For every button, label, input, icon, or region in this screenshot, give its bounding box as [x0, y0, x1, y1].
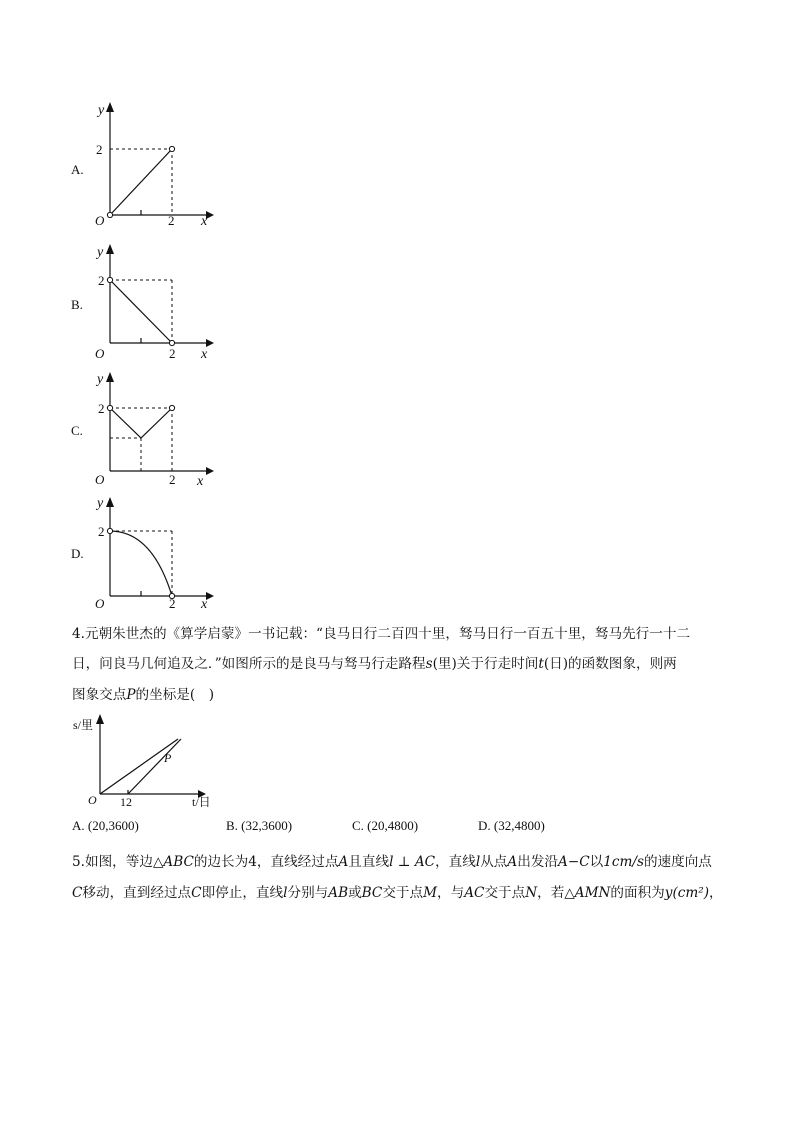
q5-l1-h: 以 [589, 854, 604, 870]
q4-line-1: 4.元朝朱世杰的《算学启蒙》一书记载：“良马日行二百四十里，驽马日行一百五十里，驽马先行一十二 [72, 626, 691, 642]
q5-l2-BC: BC [361, 885, 383, 901]
q5-l1-AC: A−C [558, 854, 590, 870]
option-d-y-label: y [97, 496, 104, 511]
q5-l2-C2: C [191, 885, 202, 901]
q4-var-p: P [126, 687, 136, 703]
q5-l1-a: 5.如图，等边 [72, 854, 153, 870]
q5-l2-g: 交于点 [484, 885, 526, 901]
q5-l2-h: ，若 [537, 885, 565, 901]
option-b-y-label: y [97, 245, 104, 260]
q4-choice-c[interactable]: C. (20,4800) [352, 818, 419, 833]
q4-var-t: t [538, 656, 544, 672]
option-b-x-tick: 2 [169, 346, 176, 361]
option-c-letter: C. [71, 423, 83, 438]
q5-l2-e: 交于点 [382, 885, 424, 901]
q5-l1-abc: △ABC [152, 854, 194, 870]
option-b-letter: B. [71, 297, 83, 312]
q5-l1-l: l [475, 854, 481, 870]
q5-l2-AB: AB [328, 885, 349, 901]
option-b-origin: O [95, 346, 105, 361]
option-c-graph [66, 366, 226, 491]
q5-l2-y: y(cm²) [664, 885, 710, 901]
q4-graph-y-label: s/里 [73, 718, 94, 732]
option-c-origin: O [95, 472, 105, 487]
q5-l2-AMN: △AMN [564, 885, 611, 901]
q5-l2-C: C [72, 885, 83, 901]
option-c-y-tick: 2 [98, 401, 105, 416]
q4-graph-x-tick: 12 [120, 795, 132, 809]
option-b-x-label: x [201, 347, 208, 362]
q5-l2-b: 即停止，直线 [201, 885, 284, 901]
q5-l2-N: N [525, 885, 538, 901]
option-d-y-tick: 2 [98, 524, 105, 539]
option-d-x-label: x [201, 597, 208, 612]
q5-l1-b: 的边长为 [193, 854, 249, 870]
option-a-origin: O [95, 213, 105, 228]
q4-choice-d[interactable]: D. (32,4800) [478, 818, 545, 833]
option-a-x-label: x [201, 214, 208, 229]
q4-line-3-part-b: 的坐标是( ) [135, 687, 215, 703]
option-d-x-tick: 2 [169, 596, 176, 611]
q4-graph [70, 710, 230, 815]
q4-line-2-part-c: (日)的函数图象，则两 [543, 656, 677, 672]
option-d-origin: O [95, 596, 105, 611]
q5-l2-d: 或 [348, 885, 362, 901]
q4-line-2 [72, 652, 677, 672]
q4-choice-b[interactable]: B. (32,3600) [226, 818, 293, 833]
q4-line-3-part-a: 图象交点 [72, 687, 127, 703]
q5-l1-e: ，直线 [435, 854, 476, 870]
q5-line-1 [72, 850, 712, 870]
option-a-y-label: y [98, 103, 105, 118]
q5-l1-d: 且直线 [348, 854, 390, 870]
option-c-x-label: x [197, 474, 204, 489]
option-c-x-tick: 2 [169, 472, 176, 487]
q5-l1-A2: A [507, 854, 518, 870]
q5-line-2 [72, 881, 723, 901]
q5-l1-lac: l ⊥ AC [389, 854, 436, 870]
q4-line-2-part-b: (里)关于行走时间 [432, 656, 539, 672]
q4-graph-origin: O [88, 793, 97, 807]
q5-l2-j: ， [709, 885, 723, 901]
q5-l2-AC: AC [464, 885, 485, 901]
q5-l1-c: ，直线经过点 [256, 854, 339, 870]
option-a-graph [66, 98, 226, 233]
q5-l1-A: A [338, 854, 349, 870]
q5-l1-i: 的速度向点 [643, 854, 712, 870]
option-a-letter: A. [71, 162, 84, 177]
q5-l1-4: 4 [248, 854, 257, 870]
q5-l2-M: M [423, 885, 438, 901]
q4-graph-x-label: t/日 [192, 795, 211, 809]
q4-line-3 [72, 683, 214, 703]
q4-choice-a[interactable]: A. (20,3600) [72, 818, 139, 833]
option-a-y-tick: 2 [96, 142, 103, 157]
option-a-x-tick: 2 [168, 213, 175, 228]
option-d-letter: D. [71, 546, 84, 561]
q5-l2-c: 分别与 [287, 885, 329, 901]
q4-var-s: s [425, 656, 433, 672]
q5-l2-l: l [283, 885, 288, 901]
option-b-graph [66, 238, 226, 363]
option-d-graph [66, 491, 226, 616]
option-c-y-label: y [97, 372, 104, 387]
q5-l2-a: 移动，直到经过点 [82, 885, 192, 901]
q4-line-2-part-a: 日，问良马几何追及之．”如图所示的是良马与驽马行走路程 [72, 656, 426, 672]
q5-l1-g: 出发沿 [517, 854, 559, 870]
option-b-y-tick: 2 [98, 273, 105, 288]
q5-l1-f: 从点 [480, 854, 508, 870]
q5-l2-i: 的面积为 [610, 885, 665, 901]
q5-l2-f: ，与 [437, 885, 465, 901]
q5-l1-speed: 1cm/s [603, 854, 644, 870]
q4-graph-point-p: P [164, 751, 172, 765]
